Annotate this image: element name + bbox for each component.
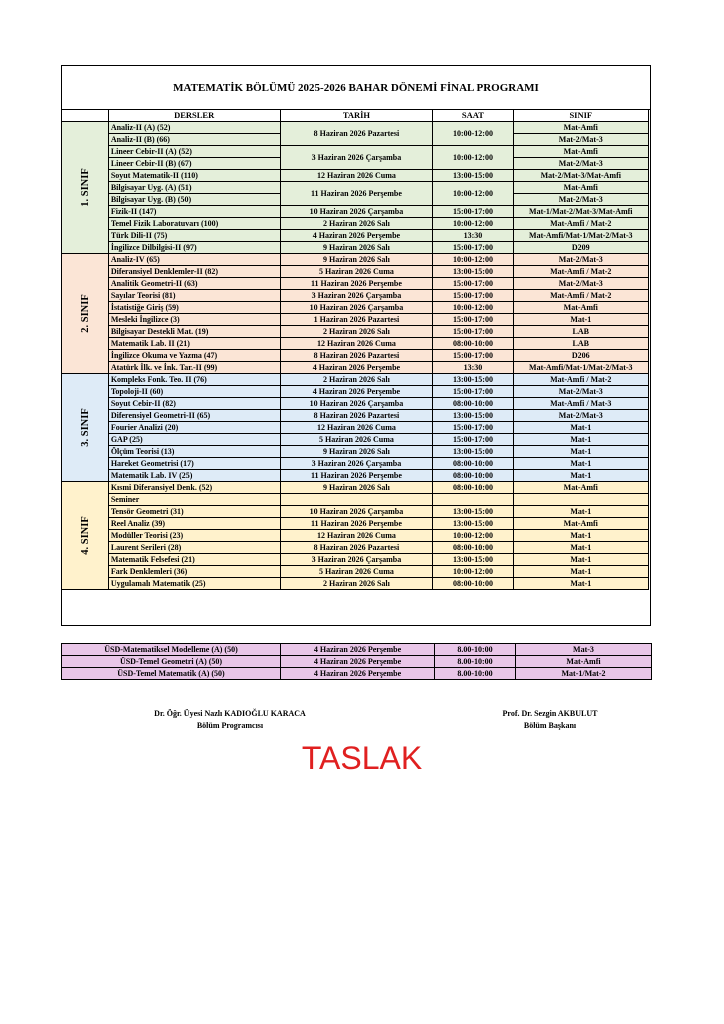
time-cell: 15:00-17:00 — [433, 206, 513, 218]
room-cell: Mat-1 — [513, 554, 648, 566]
table-row — [62, 542, 649, 554]
date-cell: 2 Haziran 2026 Salı — [280, 326, 433, 338]
time-cell: 13:00-15:00 — [433, 506, 513, 518]
time-cell: 15:00-17:00 — [433, 350, 513, 362]
date-cell: 1 Haziran 2026 Pazartesi — [280, 314, 433, 326]
grade-label — [62, 122, 109, 254]
header-blank — [62, 110, 109, 122]
table-row — [62, 170, 649, 182]
grade-label — [62, 254, 109, 374]
date-cell: 11 Haziran 2026 Perşembe — [280, 518, 433, 530]
course-cell: Diferansiyel Denklemler-II (82) — [108, 266, 280, 278]
date-cell: 3 Haziran 2026 Çarşamba — [280, 458, 433, 470]
course-cell: Türk Dili-II (75) — [108, 230, 280, 242]
room-cell: Mat-Amfi — [513, 122, 648, 134]
page-title: MATEMATİK BÖLÜMÜ 2025-2026 BAHAR DÖNEMİ FİNAL PROGRAMI — [62, 66, 650, 110]
course-cell: Bilgisayar Destekli Mat. (19) — [108, 326, 280, 338]
time-cell: 13:00-15:00 — [433, 266, 513, 278]
course-cell: Fizik-II (147) — [108, 206, 280, 218]
room-cell: Mat-1 — [513, 470, 648, 482]
room-cell: Mat-Amfi — [513, 302, 648, 314]
date-cell: 10 Haziran 2026 Çarşamba — [280, 398, 433, 410]
room-cell: Mat-Amfi/Mat-1/Mat-2/Mat-3 — [513, 362, 648, 374]
header-room: SINIF — [513, 110, 648, 122]
course-cell: GAP (25) — [108, 434, 280, 446]
room-cell: Mat-2/Mat-3 — [513, 386, 648, 398]
draft-label: TASLAK — [301, 740, 423, 776]
table-row — [62, 494, 649, 506]
table-row — [62, 578, 649, 590]
time-cell: 10:00-12:00 — [433, 182, 513, 206]
course-cell: Soyut Matematik-II (110) — [108, 170, 280, 182]
course-cell: Matematik Felsefesi (21) — [108, 554, 280, 566]
time-cell: 13:00-15:00 — [433, 518, 513, 530]
course-cell: İngilizce Dilbilgisi-II (97) — [108, 242, 280, 254]
exam-schedule-table — [61, 109, 649, 590]
room-cell: Mat-1 — [513, 542, 648, 554]
date-cell: 3 Haziran 2026 Çarşamba — [280, 290, 433, 302]
room-cell: D209 — [513, 242, 648, 254]
time-cell: 13:00-15:00 — [433, 554, 513, 566]
grade-label-text: 2. SINIF — [79, 294, 91, 333]
date-cell: 2 Haziran 2026 Salı — [280, 374, 433, 386]
table-row — [62, 266, 649, 278]
usd-room-cell: Mat-3 — [516, 644, 652, 656]
grade-label — [62, 374, 109, 482]
time-cell: 15:00-17:00 — [433, 422, 513, 434]
time-cell: 13:00-15:00 — [433, 410, 513, 422]
time-cell: 15:00-17:00 — [433, 434, 513, 446]
time-cell: 10:00-12:00 — [433, 146, 513, 170]
table-row — [62, 410, 649, 422]
course-cell: Soyut Cebir-II (82) — [108, 398, 280, 410]
time-cell: 10:00-12:00 — [433, 566, 513, 578]
room-cell: Mat-Amfi — [513, 518, 648, 530]
grade-label-text: 3. SINIF — [79, 408, 91, 447]
time-cell: 13:00-15:00 — [433, 170, 513, 182]
course-cell: Kısmi Diferansiyel Denk. (52) — [108, 482, 280, 494]
date-cell: 10 Haziran 2026 Çarşamba — [280, 506, 433, 518]
room-cell: LAB — [513, 326, 648, 338]
usd-course-cell: ÜSD-Matematiksel Modelleme (A) (50) — [62, 644, 281, 656]
time-cell: 13:30 — [433, 230, 513, 242]
grade-label-text: 1. SINIF — [79, 168, 91, 207]
course-cell: Fourier Analizi (20) — [108, 422, 280, 434]
time-cell: 10:00-12:00 — [433, 530, 513, 542]
date-cell: 12 Haziran 2026 Cuma — [280, 530, 433, 542]
table-row — [62, 458, 649, 470]
date-cell: 5 Haziran 2026 Cuma — [280, 266, 433, 278]
time-cell: 08:00-10:00 — [433, 458, 513, 470]
date-cell: 4 Haziran 2026 Perşembe — [280, 230, 433, 242]
date-cell: 9 Haziran 2026 Salı — [280, 242, 433, 254]
course-cell: Analitik Geometri-II (63) — [108, 278, 280, 290]
usd-course-cell: ÜSD-Temel Matematik (A) (50) — [62, 668, 281, 680]
course-cell: Temel Fizik Laboratuvarı (100) — [108, 218, 280, 230]
date-cell: 10 Haziran 2026 Çarşamba — [280, 206, 433, 218]
table-row — [62, 362, 649, 374]
time-cell: 08:00-10:00 — [433, 482, 513, 494]
table-row — [62, 338, 649, 350]
table-row — [62, 374, 649, 386]
date-cell: 9 Haziran 2026 Salı — [280, 254, 433, 266]
time-cell: 15:00-17:00 — [433, 386, 513, 398]
date-cell: 12 Haziran 2026 Cuma — [280, 170, 433, 182]
table-row — [62, 278, 649, 290]
table-row — [62, 182, 649, 194]
time-cell: 15:00-17:00 — [433, 314, 513, 326]
room-cell: Mat-2/Mat-3 — [513, 134, 648, 146]
course-cell: Bilgisayar Uyg. (B) (50) — [108, 194, 280, 206]
table-row — [62, 254, 649, 266]
course-cell: Topoloji-II (60) — [108, 386, 280, 398]
table-row — [62, 530, 649, 542]
usd-time-cell: 8.00-10:00 — [435, 668, 516, 680]
date-cell: 12 Haziran 2026 Cuma — [280, 422, 433, 434]
table-row — [62, 290, 649, 302]
room-cell: Mat-1 — [513, 578, 648, 590]
room-cell: Mat-Amfi / Mat-3 — [513, 398, 648, 410]
date-cell: 8 Haziran 2026 Pazartesi — [280, 542, 433, 554]
table-row — [62, 554, 649, 566]
course-cell: Reel Analiz (39) — [108, 518, 280, 530]
date-cell: 8 Haziran 2026 Pazartesi — [280, 410, 433, 422]
grade-label-text: 4. SINIF — [79, 516, 91, 555]
grade-label — [62, 482, 109, 590]
time-cell: 08:00-10:00 — [433, 542, 513, 554]
header-time: SAAT — [433, 110, 513, 122]
signature-left-name: Dr. Öğr. Üyesi Nazlı KADIOĞLU KARACA — [154, 709, 306, 718]
signature-left-role: Bölüm Programcısı — [196, 721, 264, 730]
course-cell: Matematik Lab. IV (25) — [108, 470, 280, 482]
time-cell: 10:00-12:00 — [433, 218, 513, 230]
table-row — [62, 242, 649, 254]
table-row — [62, 314, 649, 326]
time-cell: 10:00-12:00 — [433, 254, 513, 266]
signature-right-name: Prof. Dr. Sezgin AKBULUT — [502, 709, 598, 718]
date-cell: 10 Haziran 2026 Çarşamba — [280, 302, 433, 314]
course-cell: Kompleks Fonk. Teo. II (76) — [108, 374, 280, 386]
table-row — [62, 398, 649, 410]
course-cell: Seminer — [108, 494, 280, 506]
table-row — [62, 566, 649, 578]
date-cell: 11 Haziran 2026 Perşembe — [280, 278, 433, 290]
usd-time-cell: 8.00-10:00 — [435, 644, 516, 656]
date-cell: 9 Haziran 2026 Salı — [280, 446, 433, 458]
usd-row — [62, 644, 652, 656]
date-cell: 5 Haziran 2026 Cuma — [280, 566, 433, 578]
time-cell: 08:00-10:00 — [433, 578, 513, 590]
room-cell: Mat-Amfi / Mat-2 — [513, 374, 648, 386]
course-cell: Bilgisayar Uyg. (A) (51) — [108, 182, 280, 194]
table-row — [62, 386, 649, 398]
date-cell: 12 Haziran 2026 Cuma — [280, 338, 433, 350]
table-row — [62, 422, 649, 434]
room-cell: Mat-Amfi/Mat-1/Mat-2/Mat-3 — [513, 230, 648, 242]
usd-table — [61, 643, 652, 680]
usd-date-cell: 4 Haziran 2026 Perşembe — [281, 644, 435, 656]
time-cell — [433, 494, 513, 506]
course-cell: Matematik Lab. II (21) — [108, 338, 280, 350]
table-row — [62, 506, 649, 518]
room-cell: Mat-2/Mat-3 — [513, 254, 648, 266]
course-cell: İstatistiğe Giriş (59) — [108, 302, 280, 314]
schedule-frame — [61, 65, 651, 626]
header-courses: DERSLER — [108, 110, 280, 122]
table-row — [62, 446, 649, 458]
table-row — [62, 146, 649, 158]
room-cell: Mat-2/Mat-3 — [513, 410, 648, 422]
date-cell: 2 Haziran 2026 Salı — [280, 578, 433, 590]
date-cell: 8 Haziran 2026 Pazartesi — [280, 350, 433, 362]
time-cell: 13:00-15:00 — [433, 374, 513, 386]
time-cell: 15:00-17:00 — [433, 278, 513, 290]
date-cell: 3 Haziran 2026 Çarşamba — [280, 554, 433, 566]
course-cell: Modüller Teorisi (23) — [108, 530, 280, 542]
time-cell: 15:00-17:00 — [433, 290, 513, 302]
table-row — [62, 206, 649, 218]
room-cell: Mat-2/Mat-3 — [513, 194, 648, 206]
date-cell: 3 Haziran 2026 Çarşamba — [280, 146, 433, 170]
usd-date-cell: 4 Haziran 2026 Perşembe — [281, 656, 435, 668]
room-cell: Mat-Amfi / Mat-2 — [513, 266, 648, 278]
course-cell: Analiz-II (B) (66) — [108, 134, 280, 146]
usd-time-cell: 8.00-10:00 — [435, 656, 516, 668]
date-cell: 2 Haziran 2026 Salı — [280, 218, 433, 230]
time-cell: 08:00-10:00 — [433, 470, 513, 482]
room-cell: D206 — [513, 350, 648, 362]
room-cell: Mat-1 — [513, 314, 648, 326]
table-row — [62, 518, 649, 530]
room-cell: Mat-Amfi / Mat-2 — [513, 218, 648, 230]
time-cell: 10:00-12:00 — [433, 122, 513, 146]
table-row — [62, 326, 649, 338]
date-cell: 9 Haziran 2026 Salı — [280, 482, 433, 494]
room-cell: Mat-1 — [513, 458, 648, 470]
header-date: TARİH — [280, 110, 433, 122]
course-cell: Mesleki İngilizce (3) — [108, 314, 280, 326]
room-cell: Mat-1 — [513, 566, 648, 578]
course-cell: Lineer Cebir-II (A) (52) — [108, 146, 280, 158]
table-row — [62, 122, 649, 134]
signature-right-role: Bölüm Başkanı — [523, 721, 577, 730]
signature-right — [450, 708, 650, 732]
course-cell: Uygulamalı Matematik (25) — [108, 578, 280, 590]
date-cell: 8 Haziran 2026 Pazartesi — [280, 122, 433, 146]
date-cell: 4 Haziran 2026 Perşembe — [280, 386, 433, 398]
room-cell: Mat-Amfi — [513, 482, 648, 494]
room-cell: Mat-1 — [513, 422, 648, 434]
usd-room-cell: Mat-Amfi — [516, 656, 652, 668]
table-row — [62, 482, 649, 494]
room-cell: Mat-1 — [513, 506, 648, 518]
room-cell: Mat-Amfi — [513, 182, 648, 194]
usd-room-cell: Mat-1/Mat-2 — [516, 668, 652, 680]
table-header-row — [62, 110, 649, 122]
room-cell — [513, 494, 648, 506]
table-row — [62, 350, 649, 362]
time-cell: 15:00-17:00 — [433, 242, 513, 254]
time-cell: 08:00-10:00 — [433, 338, 513, 350]
course-cell: Sayılar Teorisi (81) — [108, 290, 280, 302]
course-cell: Tensör Geometri (31) — [108, 506, 280, 518]
usd-date-cell: 4 Haziran 2026 Perşembe — [281, 668, 435, 680]
date-cell: 11 Haziran 2026 Perşembe — [280, 470, 433, 482]
usd-course-cell: ÜSD-Temel Geometri (A) (50) — [62, 656, 281, 668]
date-cell — [280, 494, 433, 506]
date-cell: 4 Haziran 2026 Perşembe — [280, 362, 433, 374]
course-cell: Analiz-II (A) (52) — [108, 122, 280, 134]
usd-row — [62, 656, 652, 668]
room-cell: Mat-1 — [513, 446, 648, 458]
course-cell: Laurent Serileri (28) — [108, 542, 280, 554]
room-cell: Mat-1 — [513, 434, 648, 446]
table-row — [62, 302, 649, 314]
course-cell: Diferensiyel Geometri-II (65) — [108, 410, 280, 422]
room-cell: Mat-2/Mat-3/Mat-Amfi — [513, 170, 648, 182]
course-cell: Ölçüm Teorisi (13) — [108, 446, 280, 458]
date-cell: 11 Haziran 2026 Perşembe — [280, 182, 433, 206]
room-cell: Mat-1 — [513, 530, 648, 542]
table-row — [62, 218, 649, 230]
date-cell: 5 Haziran 2026 Cuma — [280, 434, 433, 446]
room-cell: Mat-Amfi — [513, 146, 648, 158]
table-row — [62, 470, 649, 482]
course-cell: Analiz-IV (65) — [108, 254, 280, 266]
time-cell: 10:00-12:00 — [433, 302, 513, 314]
table-row — [62, 230, 649, 242]
room-cell: Mat-2/Mat-3 — [513, 158, 648, 170]
table-row — [62, 434, 649, 446]
time-cell: 13:30 — [433, 362, 513, 374]
course-cell: Hareket Geometrisi (17) — [108, 458, 280, 470]
room-cell: Mat-2/Mat-3 — [513, 278, 648, 290]
signature-left — [120, 708, 340, 732]
usd-row — [62, 668, 652, 680]
course-cell: İngilizce Okuma ve Yazma (47) — [108, 350, 280, 362]
time-cell: 13:00-15:00 — [433, 446, 513, 458]
room-cell: LAB — [513, 338, 648, 350]
room-cell: Mat-1/Mat-2/Mat-3/Mat-Amfi — [513, 206, 648, 218]
time-cell: 15:00-17:00 — [433, 326, 513, 338]
course-cell: Fark Denklemleri (36) — [108, 566, 280, 578]
course-cell: Atatürk İlk. ve İnk. Tar.-II (99) — [108, 362, 280, 374]
room-cell: Mat-Amfi / Mat-2 — [513, 290, 648, 302]
time-cell: 08:00-10:00 — [433, 398, 513, 410]
course-cell: Lineer Cebir-II (B) (67) — [108, 158, 280, 170]
